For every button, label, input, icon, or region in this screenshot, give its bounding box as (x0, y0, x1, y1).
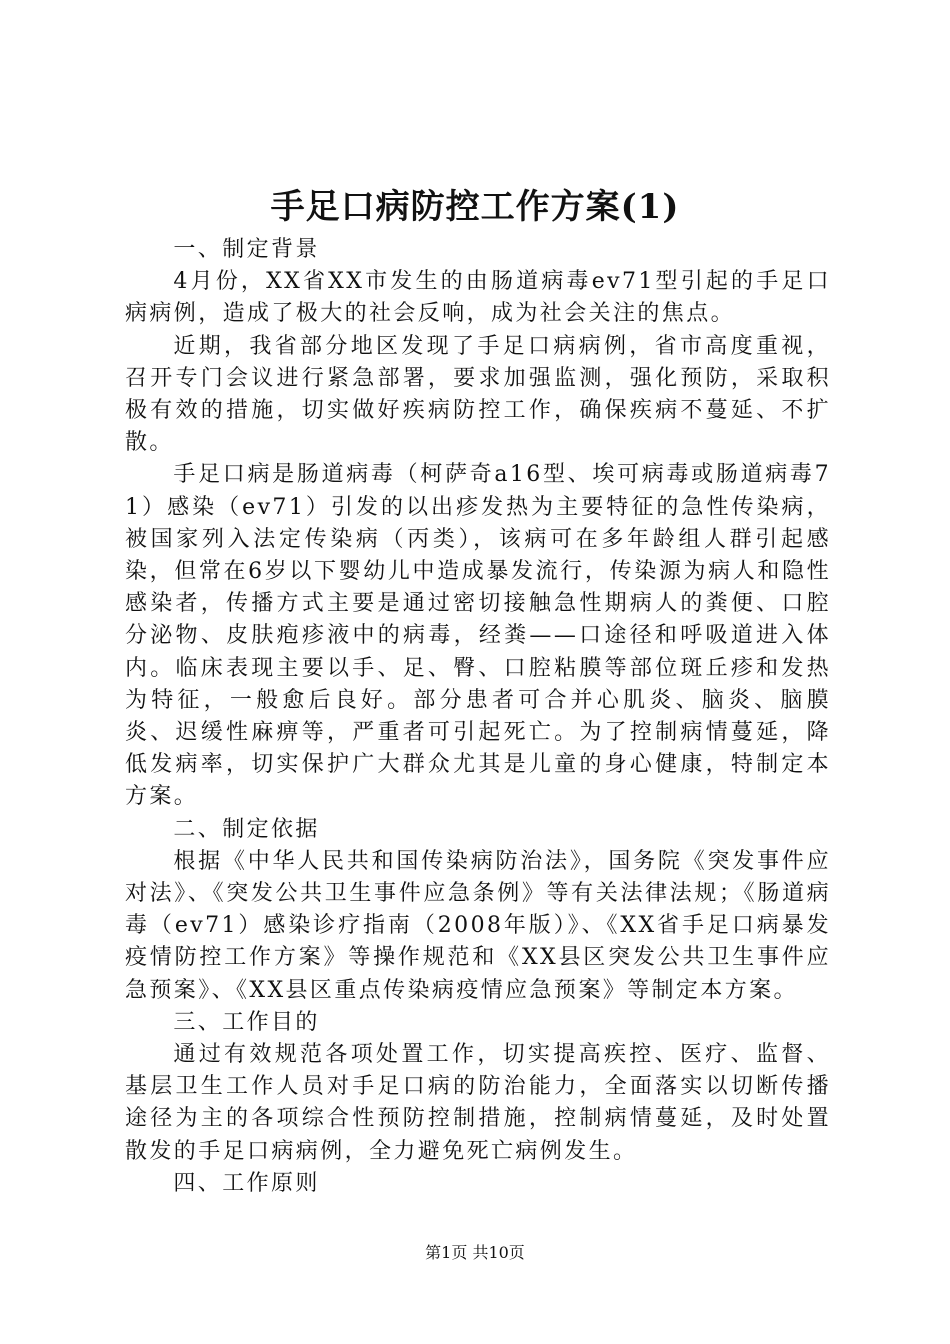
paragraph-purpose: 通过有效规范各项处置工作，切实提高疾控、医疗、监督、基层卫生工作人员对手足口病的防治能力，全面落实以切断传播途径为主的各项综合性预防控制措施，控制病情蔓延，及时处置散发的手足口病病例，全力避免死亡病例发生。 (125, 1042, 831, 1164)
paragraph-disease-description: 手足口病是肠道病毒（柯萨奇a16型、埃可病毒或肠道病毒71）感染（ev71）引发的以出疹发热为主要特征的急性传染病，被国家列入法定传染病（丙类），该病可在多年龄组人群引起感染，但常在6岁以下婴幼儿中造成暴发流行，传染源为病人和隐性感染者，传播方式主要是通过密切接触急性期病人的粪便、口腔分泌物、皮肤疱疹液中的病毒，经粪——口途径和呼吸道进入体内。临床表现主要以手、足、臀、口腔粘膜等部位斑丘疹和发热为特征，一般愈后良好。部分患者可合并心肌炎、脑炎、脑膜炎、迟缓性麻痹等，严重者可引起死亡。为了控制病情蔓延，降低发病率，切实保护广大群众尤其是儿童的身心健康，特制定本方案。 (125, 462, 831, 810)
section-heading-basis: 二、制定依据 (173, 816, 320, 842)
document-title: 手足口病防控工作方案(1) (270, 187, 680, 227)
paragraph-basis: 根据《中华人民共和国传染病防治法》，国务院《突发事件应对法》、《突发公共卫生事件应急条例》等有关法律法规；《肠道病毒（ev71）感染诊疗指南（2008年版）》、《XX省手足口病暴发疫情防控工作方案》等操作规范和《XX县区突发公共卫生事件应急预案》、《XX县区重点传染病疫情应急预案》等制定本方案。 (125, 848, 831, 1003)
page-number-footer: 第1页 共10页 (425, 1243, 525, 1262)
section-heading-purpose: 三、工作目的 (173, 1009, 320, 1035)
section-heading-principles: 四、工作原则 (173, 1170, 320, 1196)
paragraph-recent: 近期，我省部分地区发现了手足口病病例，省市高度重视，召开专门会议进行紧急部署，要求加强监测，强化预防，采取积极有效的措施，切实做好疾病防控工作，确保疾病不蔓延、不扩散。 (125, 333, 831, 456)
section-heading-background: 一、制定背景 (173, 237, 320, 262)
paragraph-outbreak: 4月份，XX省XX市发生的由肠道病毒ev71型引起的手足口病病例，造成了极大的社会反响，成为社会关注的焦点。 (125, 269, 831, 327)
document-body (125, 234, 831, 1200)
